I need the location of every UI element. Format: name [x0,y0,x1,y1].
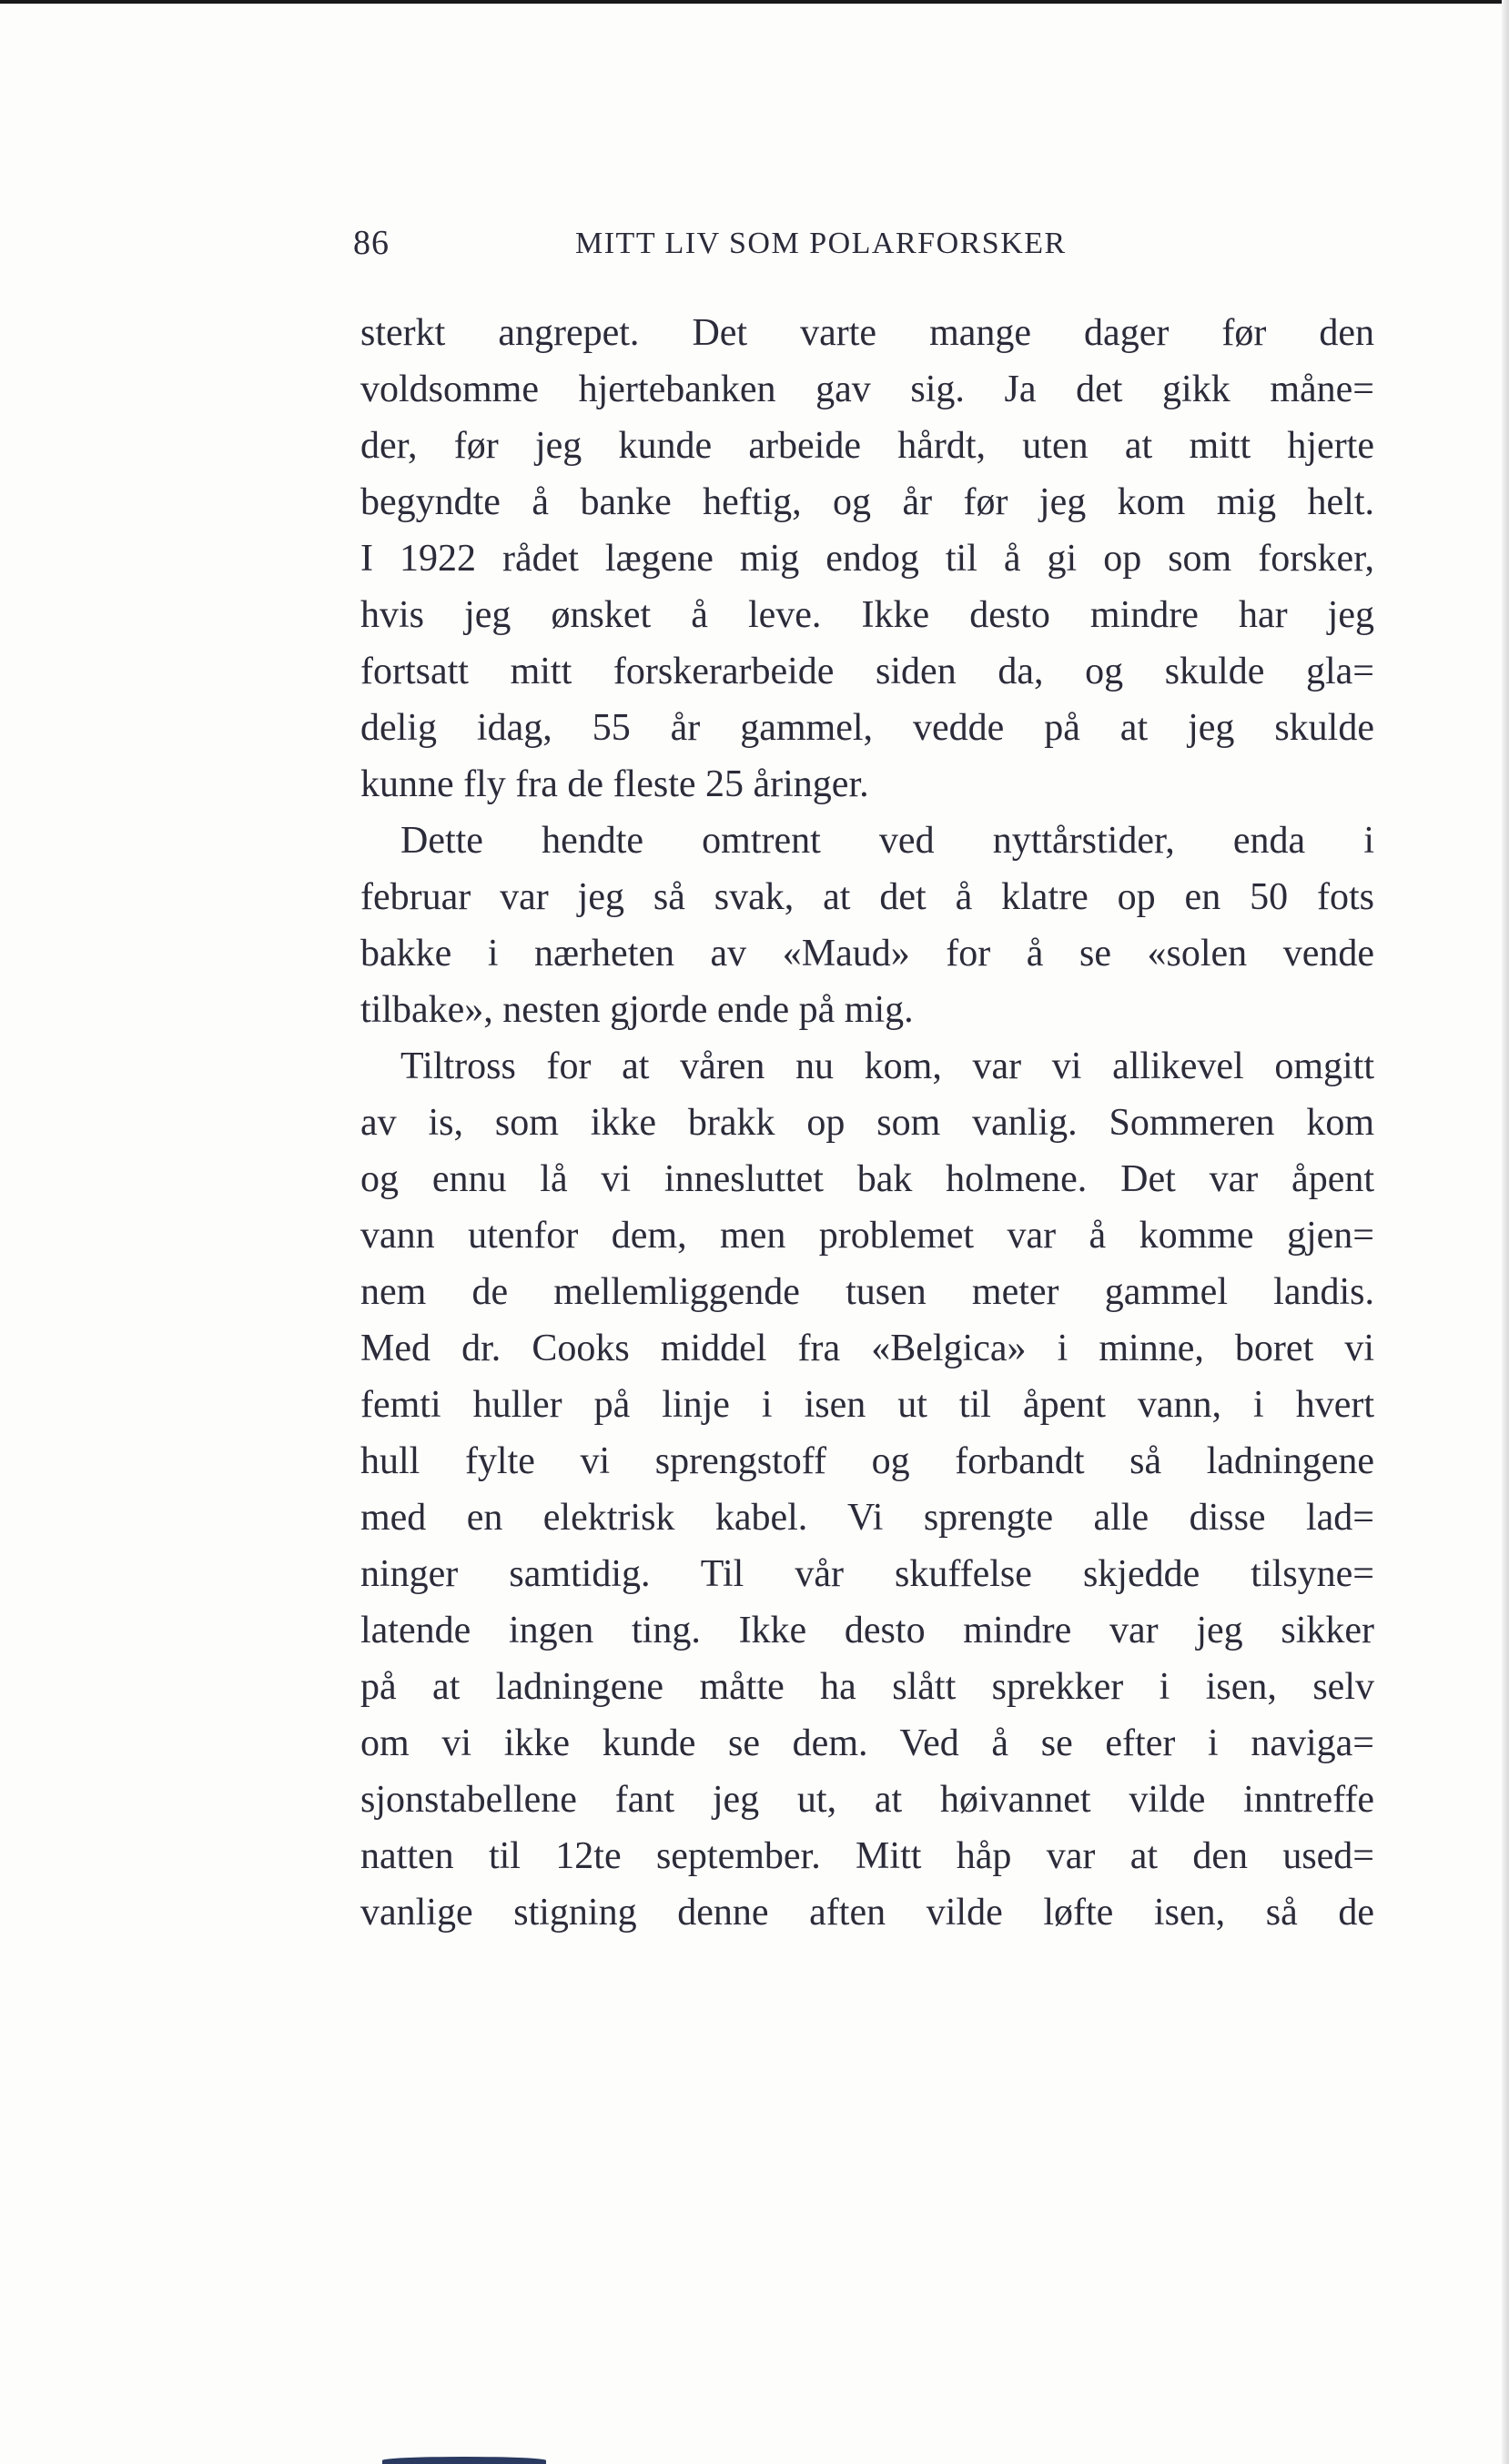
text-line: bakke i nærheten av «Maud» for å se «solen vende [360,933,1374,974]
text-line: tilbake», nesten gjorde ende på mig. [360,989,914,1031]
text-line: Dette hendte omtrent ved nyttårstider, enda i [400,820,1374,862]
text-line: ninger samtidig. Til vår skuffelse skjedde tilsyne= [360,1553,1374,1595]
text-line: vann utenfor dem, men problemet var å komme gjen= [360,1215,1374,1257]
page-number: 86 [353,224,390,262]
text-line: sjonstabellene fant jeg ut, at høivannet vilde inntreffe [360,1779,1374,1821]
text-line: natten til 12te september. Mitt håp var at den used= [360,1835,1374,1877]
scan-top-border [0,0,1509,4]
text-line: på at ladningene måtte ha slått sprekker i isen, selv [360,1666,1374,1708]
text-line: fortsatt mitt forskerarbeide siden da, og skulde gla= [360,651,1374,692]
text-line: av is, som ikke brakk op som vanlig. Sommeren kom [360,1102,1374,1144]
paragraph-3 [360,1038,1374,1941]
body-text [360,305,1374,1941]
text-line: femti huller på linje i isen ut til åpent vann, i hvert [360,1384,1374,1426]
text-line: der, før jeg kunde arbeide hårdt, uten at mitt hjerte [360,425,1374,467]
paragraph-1 [360,305,1374,813]
text-line: om vi ikke kunde se dem. Ved å se efter i naviga= [360,1722,1374,1764]
running-head-title: MITT LIV SOM POLARFORSKER [575,227,1067,260]
scan-bottom-mark [382,2457,546,2464]
text-line: I 1922 rådet lægene mig endog til å gi op som forsker, [360,538,1374,580]
text-line: Tiltross for at våren nu kom, var vi allikevel omgitt [400,1045,1374,1087]
page-right-edge [1502,0,1509,2464]
text-line: vanlige stigning denne aften vilde løfte isen, så de [360,1892,1374,1934]
text-line: hull fylte vi sprengstoff og forbandt så ladningene [360,1440,1374,1482]
text-line: kunne fly fra de fleste 25 åringer. [360,763,869,805]
running-head [353,223,1400,278]
text-line: sterkt angrepet. Det varte mange dager før den [360,312,1374,354]
paragraph-2 [360,813,1374,1038]
text-line: og ennu lå vi innesluttet bak holmene. Det var åpent [360,1158,1374,1200]
text-line: februar var jeg så svak, at det å klatre op en 50 fots [360,876,1374,918]
text-line: Med dr. Cooks middel fra «Belgica» i minne, boret vi [360,1328,1374,1369]
text-line: latende ingen ting. Ikke desto mindre var jeg sikker [360,1610,1374,1651]
text-line: begyndte å banke heftig, og år før jeg kom mig helt. [360,481,1374,523]
text-line: nem de mellemliggende tusen meter gammel landis. [360,1271,1374,1313]
text-line: voldsomme hjertebanken gav sig. Ja det gikk måne= [360,369,1374,410]
text-line: hvis jeg ønsket å leve. Ikke desto mindre har jeg [360,594,1374,636]
text-line: delig idag, 55 år gammel, vedde på at jeg skulde [360,707,1374,749]
text-line: med en elektrisk kabel. Vi sprengte alle disse lad= [360,1497,1374,1539]
